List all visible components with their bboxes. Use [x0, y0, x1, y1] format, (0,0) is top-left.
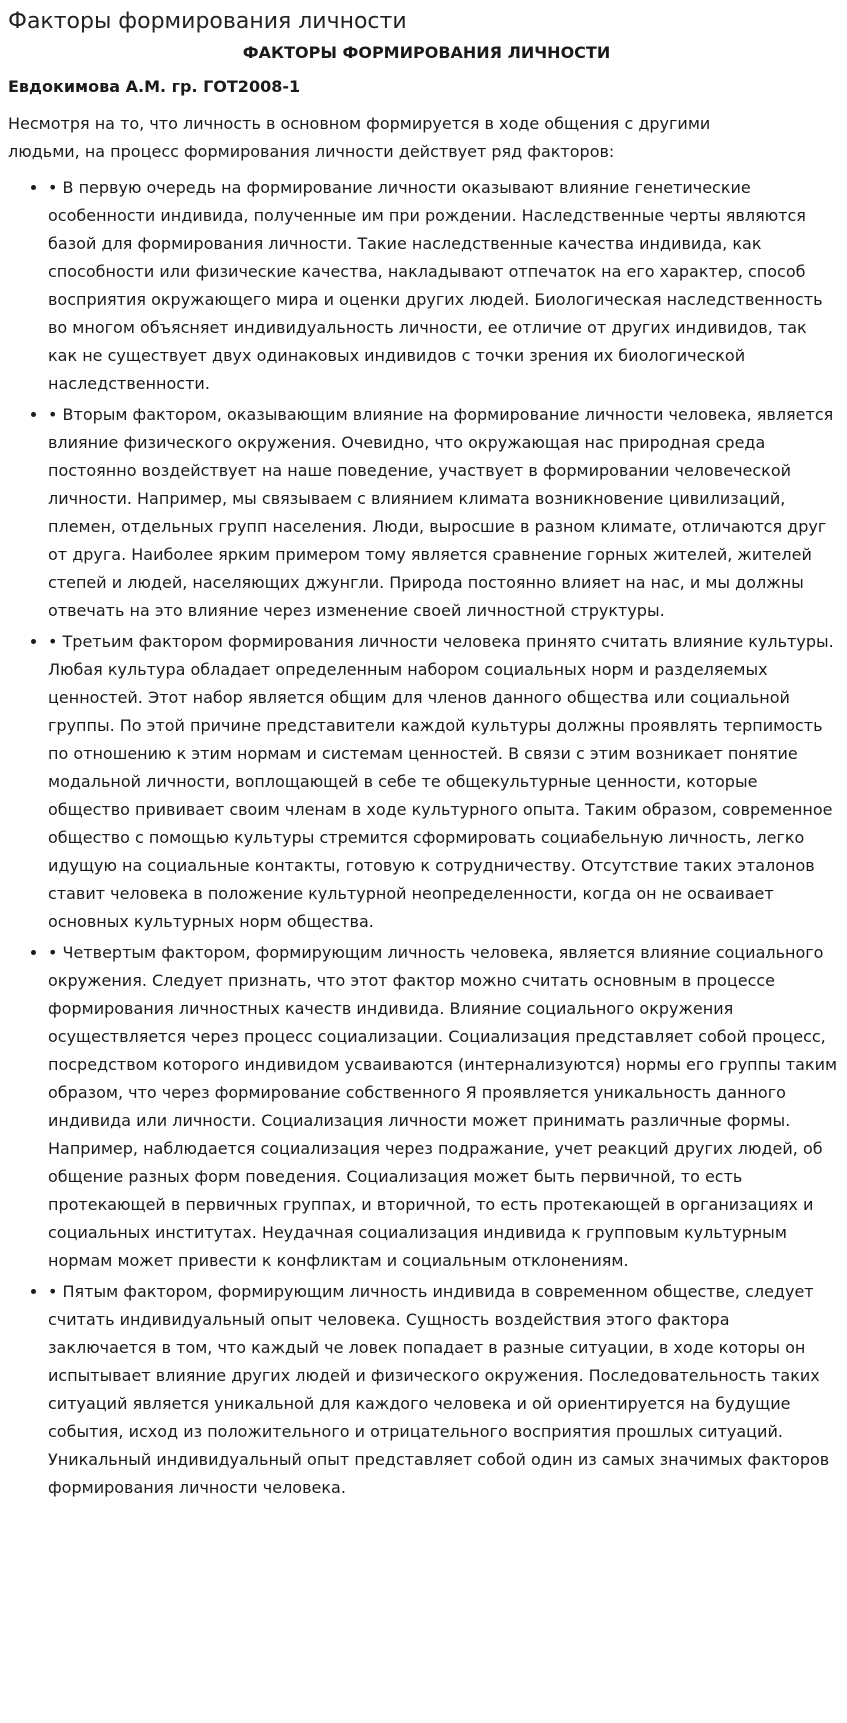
- factor-item-genetics: • • В первую очередь на формирование личности оказывают влияние генетические особенности индивида, полученные им при рождении. Наследственные черты являются базой для формирования личности. Такие наследственные качества индивида, как способности или физические качества, накладывают отпечаток на его характер, способ восприятия окружающего мира и оценки других людей. Биологическая наследственность во многом объясняет индивидуальность личности, ее отличие от других индивидов, так как не существует двух одинаковых индивидов с точки зрения их биологической наследственности.: [48, 174, 839, 398]
- factors-list: [8, 174, 839, 1502]
- author-line: Евдокимова А.М. гр. ГОТ2008-1: [8, 77, 301, 96]
- factor-item-physical-environment: • • Вторым фактором, оказывающим влияние на формирование личности человека, является влияние физического окружения. Очевидно, что окружающая нас природная среда постоянно воздействует на наше поведение, участвует в формировании человеческой личности. Например, мы связываем с влиянием климата возникновение цивилизаций, племен, отдельных групп населения. Люди, выросшие в разном климате, отличаются друг от друга. Наиболее ярким примером тому является сравнение горных жителей, жителей степей и людей, населяющих джунгли. Природа постоянно влияет на нас, и мы должны отвечать на это влияние через изменение своей личностной структуры.: [48, 401, 839, 625]
- factor-item-social-environment: • • Четвертым фактором, формирующим личность человека, является влияние социального окружения. Следует признать, что этот фактор можно считать основным в процессе формирования личностных качеств индивида. Влияние социального окружения осуществляется через процесс социализации. Социализация представляет собой процесс, посредством которого индивидом усваиваются (интернализуются) нормы его группы таким образом, что через формирование собственного Я проявляется уникальность данного индивида или личности. Социализация личности может принимать различные формы. Например, наблюдается социализация через подражание, учет реакций других людей, об общение разных форм поведения. Социализация может быть первичной, то есть протекающей в первичных группах, и вторичной, то есть протекающей в организациях и социальных институтах. Неудачная социализация индивида к групповым культурным нормам может привести к конфликтам и социальным отклонениям.: [48, 939, 839, 1275]
- factor-item-culture: • • Третьим фактором формирования личности человека принято считать влияние культуры. Любая культура обладает определенным набором социальных норм и разделяемых ценностей. Этот набор является общим для членов данного общества или социальной группы. По этой причине представители каждой культуры должны проявлять терпимость по отношению к этим нормам и системам ценностей. В связи с этим возникает понятие модальной личности, воплощающей в себе те общекультурные ценности, которые общество прививает своим членам в ходе культурного опыта. Таким образом, современное общество с помощью культуры стремится сформировать социабельную личность, легко идущую на социальные контакты, готовую к сотрудничеству. Отсутствие таких эталонов ставит человека в положение культурной неопределенности, когда он не осваивает основных культурных норм общества.: [48, 628, 839, 936]
- intro-paragraph: Несмотря на то, что личность в основном формируется в ходе общения с другими людьми, на процесс формирования личности действует ряд факторов:: [8, 114, 711, 161]
- factor-item-individual-experience: • • Пятым фактором, формирующим личность индивида в современном обществе, следует считать индивидуальный опыт человека. Сущность воздействия этого фактора заключается в том, что каждый че ловек попадает в разные ситуации, в ходе которы он испытывает влияние других людей и физического окружения. Последовательность таких ситуаций является уникальной для каждого человека и ой ориентируется на будущие события, исход из положительного и отрицательного восприятия прошлых ситуаций. Уникальный индивидуальный опыт представляет собой один из самых значимых факторов формирования личности человека.: [48, 1278, 839, 1502]
- page-title: Факторы формирования личности: [8, 9, 407, 34]
- document-heading: ФАКТОРЫ ФОРМИРОВАНИЯ ЛИЧНОСТИ: [242, 43, 611, 62]
